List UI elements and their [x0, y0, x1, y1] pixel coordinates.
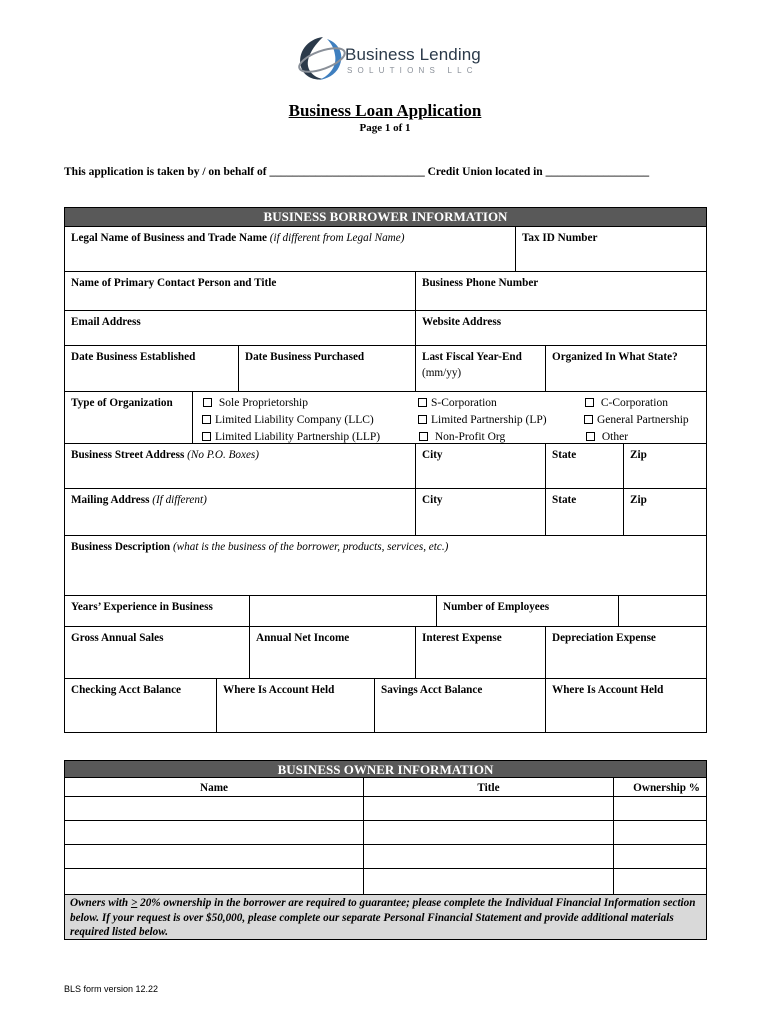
street-address-field[interactable] [64, 443, 416, 489]
org-option-gp[interactable] [584, 413, 689, 427]
org-option-ccorp-label: C-Corporation [600, 397, 668, 409]
tax-id-field[interactable] [515, 226, 707, 272]
type-of-org-label: Type of Organization [71, 397, 173, 409]
org-option-llp[interactable] [202, 430, 380, 444]
org-option-scorp-label: S-Corporation [431, 397, 497, 409]
checking-balance-field[interactable] [64, 678, 217, 733]
street-zip-field[interactable] [623, 443, 707, 489]
owner-row-3-name[interactable] [64, 844, 364, 869]
mailing-address-label: Mailing Address [71, 494, 150, 506]
savings-held-field[interactable] [545, 678, 707, 733]
owner-row-2-title[interactable] [363, 820, 614, 845]
checkbox-icon[interactable] [584, 415, 593, 424]
owner-col-name-label: Name [200, 782, 228, 794]
savings-held-label: Where Is Account Held [552, 684, 664, 696]
primary-contact-field[interactable] [64, 271, 416, 311]
owner-col-name [64, 777, 364, 797]
mailing-city-field[interactable] [415, 488, 546, 536]
legal-name-note: (if different from Legal Name) [269, 232, 405, 244]
owner-col-ownership-label: Ownership % [633, 782, 700, 794]
checkbox-icon[interactable] [586, 432, 595, 441]
gross-sales-field[interactable] [64, 626, 250, 679]
legal-name-field[interactable] [64, 226, 516, 272]
business-description-label: Business Description [71, 541, 171, 553]
depreciation-label: Depreciation Expense [552, 632, 656, 644]
legal-name-label: Legal Name of Business and Trade Name [71, 232, 267, 244]
mailing-zip-label: Zip [630, 494, 647, 506]
org-option-gp-label: General Partnership [597, 414, 689, 426]
logo-name: Business Lending [345, 45, 481, 64]
owner-row-4-ownership[interactable] [613, 868, 707, 895]
type-of-org-label-cell [64, 391, 193, 444]
org-option-ccorp[interactable] [585, 396, 668, 410]
employees-input[interactable] [618, 595, 707, 627]
organized-state-label: Organized In What State? [552, 351, 678, 363]
gross-sales-label: Gross Annual Sales [71, 632, 164, 644]
checkbox-icon[interactable] [418, 415, 427, 424]
org-option-lp[interactable] [418, 413, 547, 427]
org-option-nonprofit[interactable] [419, 430, 505, 444]
years-experience-label-cell [64, 595, 250, 627]
owner-row-1-name[interactable] [64, 796, 364, 821]
years-experience-input[interactable] [249, 595, 437, 627]
document-title [0, 101, 770, 121]
owner-row-2-name[interactable] [64, 820, 364, 845]
mailing-city-label: City [422, 494, 443, 506]
checking-held-field[interactable] [216, 678, 375, 733]
date-purchased-field[interactable] [238, 345, 416, 392]
borrower-section-heading: BUSINESS BORROWER INFORMATION [64, 207, 707, 227]
owner-row-1-ownership[interactable] [613, 796, 707, 821]
street-address-label: Business Street Address [71, 449, 185, 461]
org-option-llp-label: Limited Liability Partnership (LLP) [215, 431, 381, 443]
mailing-state-field[interactable] [545, 488, 624, 536]
page-number: Page 1 of 1 [359, 122, 411, 134]
net-income-label: Annual Net Income [256, 632, 350, 644]
years-experience-label: Years’ Experience in Business [71, 601, 213, 613]
owner-section-heading: BUSINESS OWNER INFORMATION [64, 760, 707, 778]
logo-swoosh-icon [293, 33, 353, 85]
guarantee-note [64, 894, 707, 940]
date-purchased-label: Date Business Purchased [245, 351, 365, 363]
mailing-address-field[interactable] [64, 488, 416, 536]
checking-balance-label: Checking Acct Balance [71, 684, 182, 696]
fiscal-year-end-note: (mm/yy) [422, 367, 462, 379]
logo-subtitle: SOLUTIONS LLC [347, 66, 478, 75]
checkbox-icon[interactable] [419, 432, 428, 441]
business-phone-label: Business Phone Number [422, 277, 539, 289]
email-field[interactable] [64, 310, 416, 346]
owner-row-3-ownership[interactable] [613, 844, 707, 869]
checkbox-icon[interactable] [203, 398, 212, 407]
checking-held-label: Where Is Account Held [223, 684, 335, 696]
org-option-other[interactable] [586, 430, 628, 444]
guarantee-note-text: 20% ownership in the borrower are required to guarantee; please complete the Individual Financial Information section below. If your request is over $50,000, please complete our separate Personal Financial Statement and provide additional materials required listed below. [70, 897, 696, 938]
business-phone-field[interactable] [415, 271, 707, 311]
business-description-field[interactable] [64, 535, 707, 596]
checkbox-icon[interactable] [418, 398, 427, 407]
business-description-note: (what is the business of the borrower, products, services, etc.) [172, 541, 449, 553]
company-logo [293, 33, 493, 85]
net-income-field[interactable] [249, 626, 416, 679]
employees-label: Number of Employees [443, 601, 550, 613]
org-option-sole-label: Sole Proprietorship [218, 397, 308, 409]
owner-col-ownership [613, 777, 707, 797]
street-state-label: State [552, 449, 577, 461]
interest-expense-field[interactable] [415, 626, 546, 679]
document-title-text: Business Loan Application [288, 101, 482, 120]
owner-row-3-title[interactable] [363, 844, 614, 869]
org-option-sole[interactable] [203, 396, 308, 410]
org-option-llc-label: Limited Liability Company (LLC) [215, 414, 374, 426]
owner-row-2-ownership[interactable] [613, 820, 707, 845]
street-city-field[interactable] [415, 443, 546, 489]
checkbox-icon[interactable] [202, 432, 211, 441]
org-option-scorp[interactable] [418, 396, 497, 410]
depreciation-field[interactable] [545, 626, 707, 679]
mailing-zip-field[interactable] [623, 488, 707, 536]
fiscal-year-end-label: Last Fiscal Year-End [422, 351, 522, 363]
interest-expense-label: Interest Expense [422, 632, 502, 644]
street-state-field[interactable] [545, 443, 624, 489]
employees-label-cell [436, 595, 619, 627]
owner-col-title [363, 777, 614, 797]
street-zip-label: Zip [630, 449, 647, 461]
guarantee-note-pre: Owners with [70, 897, 131, 909]
org-option-llc[interactable] [202, 413, 374, 427]
fiscal-year-end-field[interactable] [415, 345, 546, 392]
owner-row-1-title[interactable] [363, 796, 614, 821]
checkbox-icon[interactable] [585, 398, 594, 407]
org-option-other-label: Other [601, 431, 629, 443]
owner-col-title-label: Title [477, 782, 500, 794]
street-city-label: City [422, 449, 443, 461]
guarantee-note-symbol: > [130, 897, 138, 909]
org-option-lp-label: Limited Partnership (LP) [431, 414, 547, 426]
website-label: Website Address [422, 316, 502, 328]
org-option-nonprofit-label: Non-Profit Org [434, 431, 506, 443]
form-version: BLS form version 12.22 [64, 984, 159, 994]
savings-balance-field[interactable] [374, 678, 546, 733]
street-address-note: (No P.O. Boxes) [187, 449, 260, 461]
email-label: Email Address [71, 316, 141, 328]
date-established-field[interactable] [64, 345, 239, 392]
mailing-state-label: State [552, 494, 577, 506]
intro-line: This application is taken by / on behalf of ___________________________ Credit Union located in __________________ [64, 166, 650, 178]
date-established-label: Date Business Established [71, 351, 196, 363]
owner-row-4-title[interactable] [363, 868, 614, 895]
mailing-address-note: (If different) [152, 494, 207, 506]
checkbox-icon[interactable] [202, 415, 211, 424]
primary-contact-label: Name of Primary Contact Person and Title [71, 277, 277, 289]
website-field[interactable] [415, 310, 707, 346]
savings-balance-label: Savings Acct Balance [381, 684, 483, 696]
owner-row-4-name[interactable] [64, 868, 364, 895]
tax-id-label: Tax ID Number [522, 232, 598, 244]
organized-state-field[interactable] [545, 345, 707, 392]
